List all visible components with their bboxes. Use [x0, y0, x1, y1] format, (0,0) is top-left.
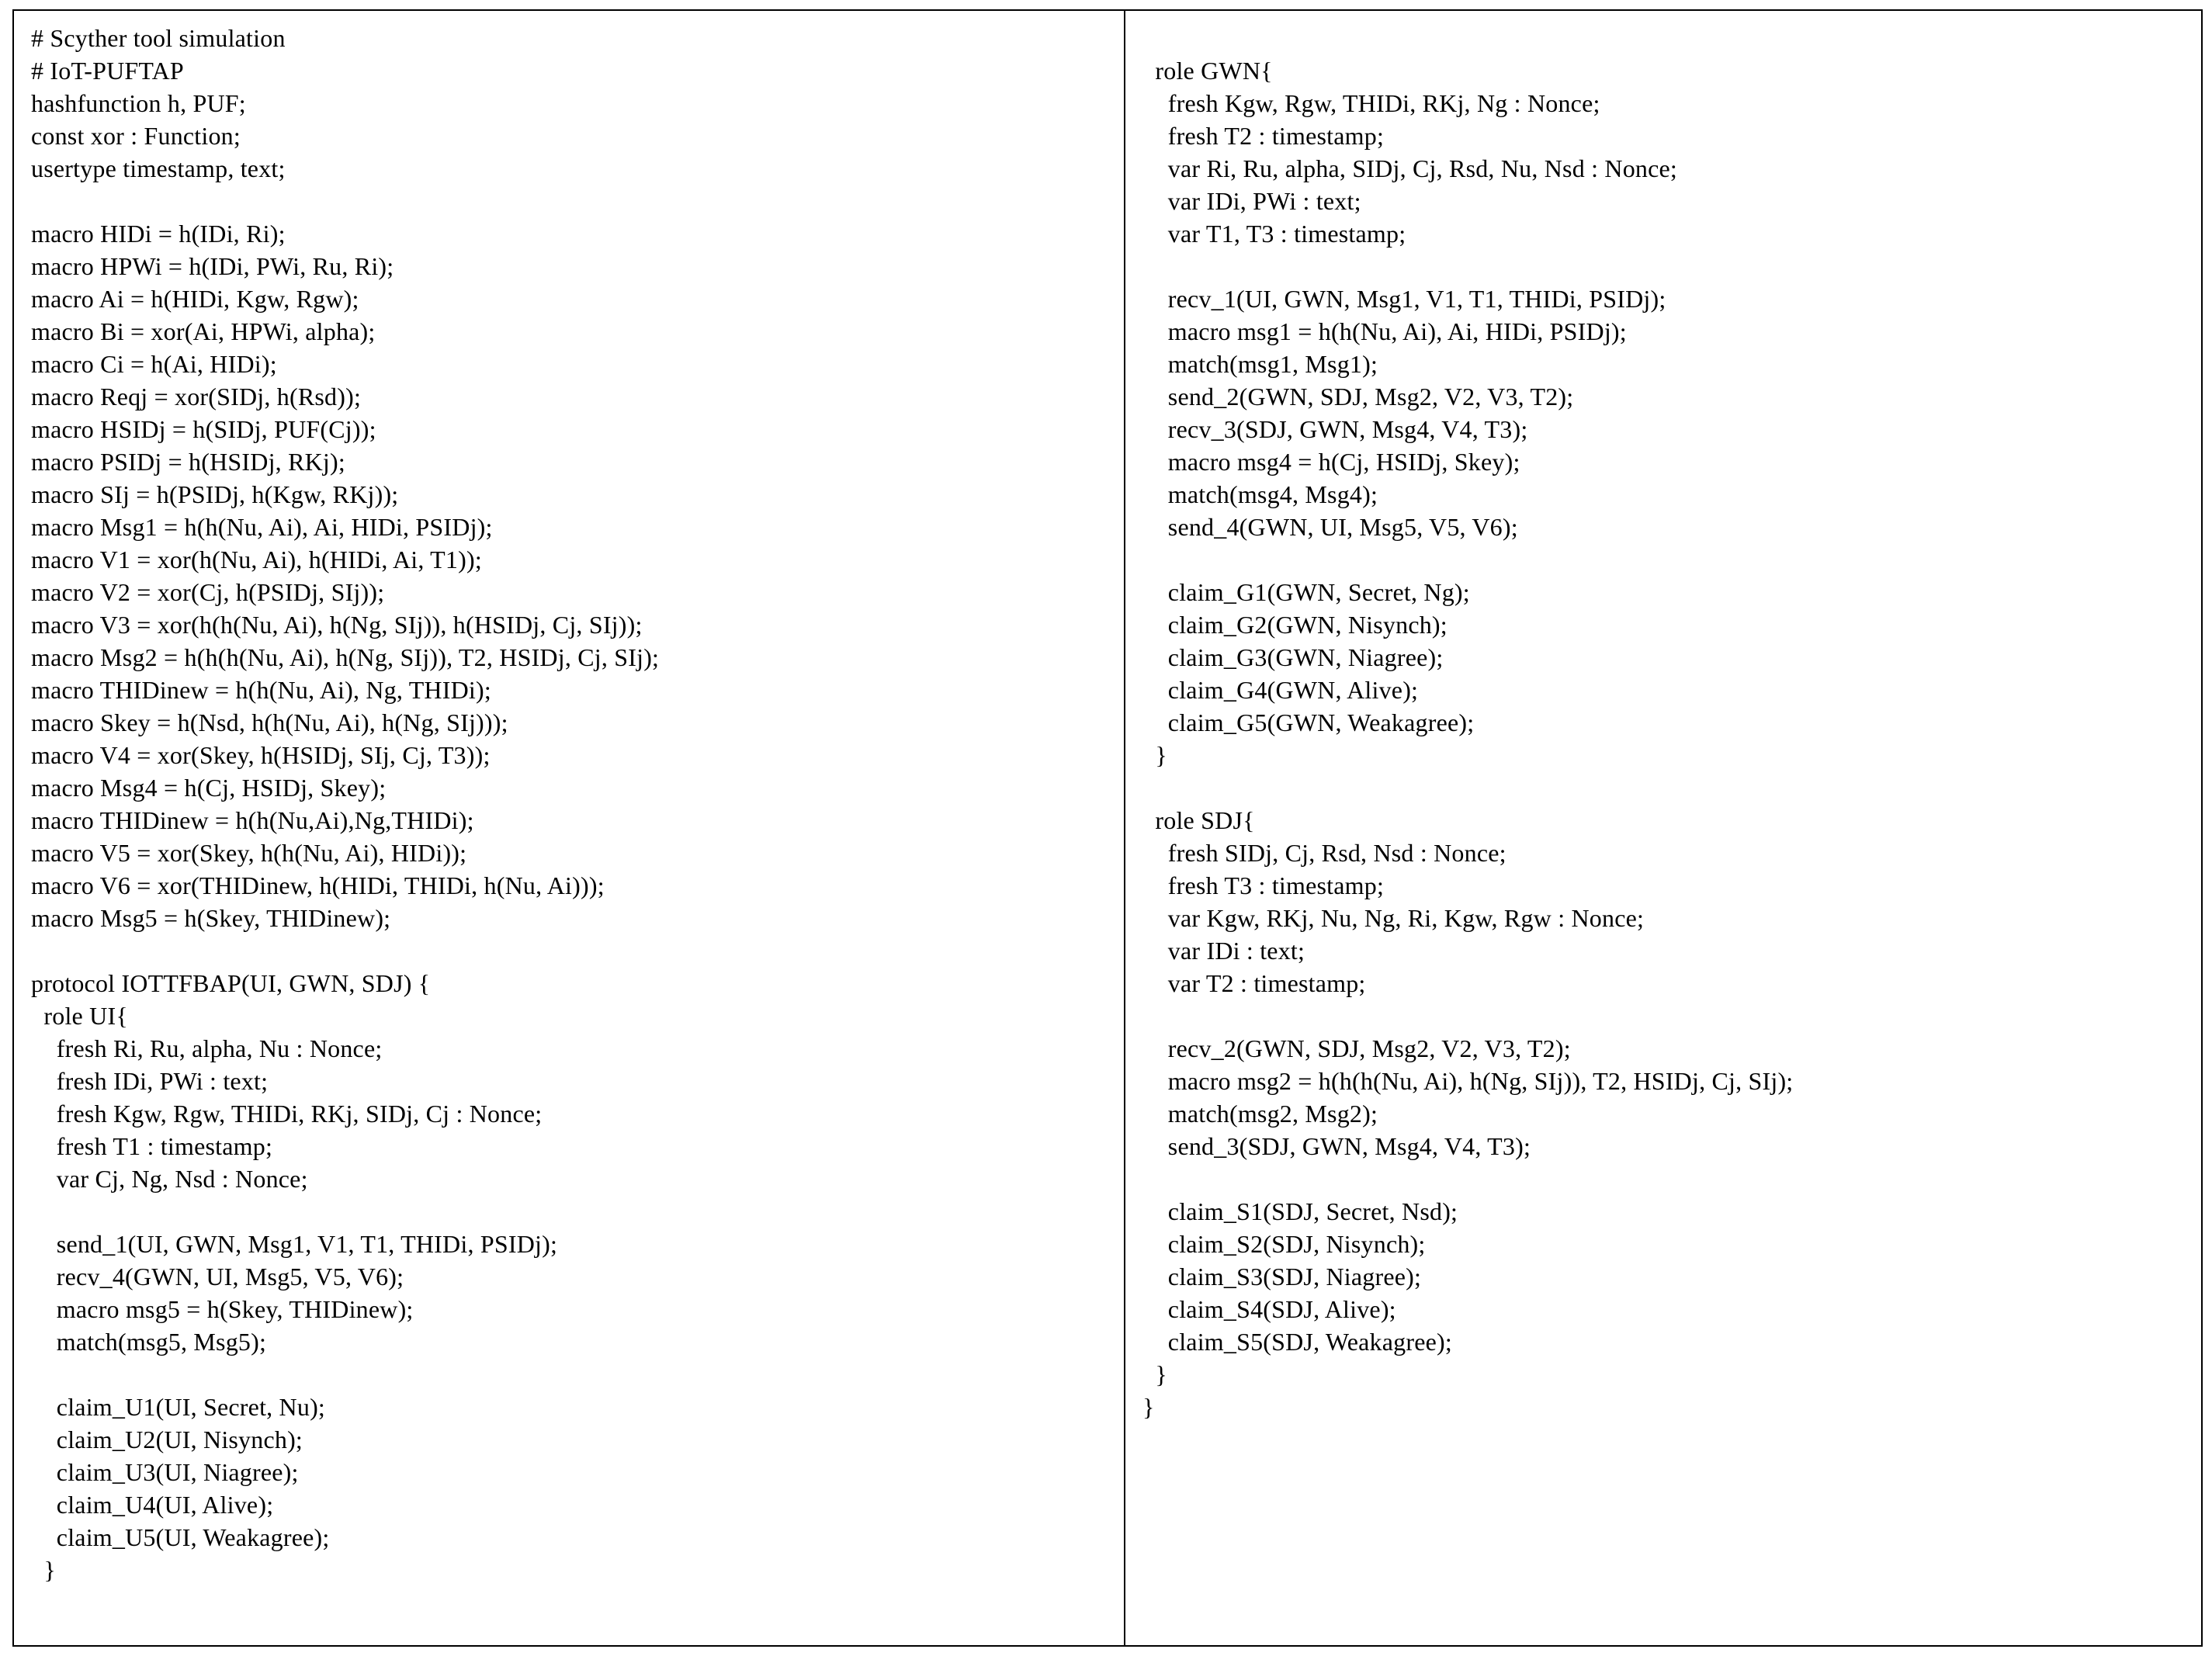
code-line [31, 1358, 659, 1391]
code-line: var IDi : text; [1142, 937, 1305, 965]
code-line: macro Msg4 = h(Cj, HSIDj, Skey); [31, 774, 387, 802]
code-line: var Cj, Ng, Nsd : Nonce; [31, 1165, 308, 1193]
code-line: macro SIj = h(PSIDj, h(Kgw, RKj)); [31, 480, 399, 508]
code-line [1142, 771, 1793, 804]
code-line: macro Ci = h(Ai, HIDi); [31, 350, 277, 378]
code-line: } [1142, 1360, 1167, 1388]
code-line: macro HSIDj = h(SIDj, PUF(Cj)); [31, 415, 376, 443]
code-line: claim_U4(UI, Alive); [31, 1491, 274, 1519]
code-line [31, 934, 659, 967]
code-line: role GWN{ [1142, 57, 1273, 85]
code-line: macro Skey = h(Nsd, h(h(Nu, Ai), h(Ng, SIj))); [31, 708, 508, 736]
code-line: send_4(GWN, UI, Msg5, V5, V6); [1142, 513, 1518, 541]
code-line: macro Msg5 = h(Skey, THIDinew); [31, 904, 391, 932]
left-code-block [31, 22, 659, 1586]
code-line: send_3(SDJ, GWN, Msg4, V4, T3); [1142, 1132, 1531, 1160]
code-line: macro HPWi = h(IDi, PWi, Ru, Ri); [31, 252, 394, 280]
code-line: send_1(UI, GWN, Msg1, V1, T1, THIDi, PSIDj); [31, 1230, 558, 1258]
code-line: } [1142, 1393, 1155, 1421]
code-line: claim_G1(GWN, Secret, Ng); [1142, 578, 1470, 606]
code-line: macro V6 = xor(THIDinew, h(HIDi, THIDi, h(Nu, Ai))); [31, 871, 605, 899]
code-line: macro HIDi = h(IDi, Ri); [31, 220, 286, 248]
code-line: claim_S3(SDJ, Niagree); [1142, 1263, 1422, 1291]
code-line: macro Ai = h(HIDi, Kgw, Rgw); [31, 285, 359, 313]
code-line: macro V4 = xor(Skey, h(HSIDj, SIj, Cj, T3)); [31, 741, 491, 769]
code-line: match(msg1, Msg1); [1142, 350, 1378, 378]
code-line: fresh Kgw, Rgw, THIDi, RKj, SIDj, Cj : Nonce; [31, 1100, 543, 1128]
left-code-column [14, 11, 1125, 1645]
code-line: recv_4(GWN, UI, Msg5, V5, V6); [31, 1263, 404, 1291]
right-code-column [1125, 11, 2201, 1645]
code-line: macro V1 = xor(h(Nu, Ai), h(HIDi, Ai, T1)); [31, 546, 482, 573]
code-line: match(msg5, Msg5); [31, 1328, 267, 1356]
code-line: fresh IDi, PWi : text; [31, 1067, 269, 1095]
code-line: macro msg4 = h(Cj, HSIDj, Skey); [1142, 448, 1520, 476]
code-line: macro PSIDj = h(HSIDj, RKj); [31, 448, 345, 476]
code-line: role SDJ{ [1142, 806, 1255, 834]
code-line: claim_G3(GWN, Niagree); [1142, 643, 1444, 671]
code-line: recv_1(UI, GWN, Msg1, V1, T1, THIDi, PSIDj); [1142, 285, 1666, 313]
code-line: # IoT-PUFTAP [31, 57, 184, 85]
code-line: claim_S5(SDJ, Weakagree); [1142, 1328, 1452, 1356]
code-line: match(msg2, Msg2); [1142, 1100, 1378, 1128]
code-line: claim_S2(SDJ, Nisynch); [1142, 1230, 1426, 1258]
code-line: } [1142, 741, 1167, 769]
code-line: macro Reqj = xor(SIDj, h(Rsd)); [31, 383, 362, 411]
code-line: claim_U1(UI, Secret, Nu); [31, 1393, 326, 1421]
code-line: } [31, 1556, 56, 1584]
code-line: var T1, T3 : timestamp; [1142, 220, 1406, 248]
right-code-block [1142, 54, 1793, 1423]
code-line: fresh T2 : timestamp; [1142, 122, 1385, 150]
code-line: fresh Ri, Ru, alpha, Nu : Nonce; [31, 1034, 383, 1062]
code-line: macro msg1 = h(h(Nu, Ai), Ai, HIDi, PSIDj); [1142, 317, 1627, 345]
code-line: claim_G5(GWN, Weakagree); [1142, 708, 1475, 736]
code-line: macro Msg2 = h(h(h(Nu, Ai), h(Ng, SIj)), T2, HSIDj, Cj, SIj); [31, 643, 660, 671]
code-line: claim_G4(GWN, Alive); [1142, 676, 1419, 704]
code-line: var Ri, Ru, alpha, SIDj, Cj, Rsd, Nu, Nsd : Nonce; [1142, 154, 1677, 182]
code-line: claim_U5(UI, Weakagree); [31, 1523, 330, 1551]
code-line: macro THIDinew = h(h(Nu,Ai),Ng,THIDi); [31, 806, 474, 834]
code-line: const xor : Function; [31, 122, 241, 150]
code-line: usertype timestamp, text; [31, 154, 286, 182]
code-line: fresh T1 : timestamp; [31, 1132, 273, 1160]
code-line: macro V5 = xor(Skey, h(h(Nu, Ai), HIDi)); [31, 839, 467, 867]
code-line: var T2 : timestamp; [1142, 969, 1366, 997]
code-line: var Kgw, RKj, Nu, Ng, Ri, Kgw, Rgw : Nonce; [1142, 904, 1645, 932]
code-line: protocol IOTTFBAP(UI, GWN, SDJ) { [31, 969, 431, 997]
code-line: claim_U3(UI, Niagree); [31, 1458, 299, 1486]
code-line: recv_2(GWN, SDJ, Msg2, V2, V3, T2); [1142, 1034, 1571, 1062]
code-line [1142, 250, 1793, 282]
code-line: var IDi, PWi : text; [1142, 187, 1361, 215]
code-line [31, 1195, 659, 1228]
code-line: claim_S4(SDJ, Alive); [1142, 1295, 1396, 1323]
code-line: fresh SIDj, Cj, Rsd, Nsd : Nonce; [1142, 839, 1506, 867]
code-line: hashfunction h, PUF; [31, 89, 246, 117]
code-line [1142, 543, 1793, 576]
code-line: macro Bi = xor(Ai, HPWi, alpha); [31, 317, 376, 345]
code-line: fresh T3 : timestamp; [1142, 871, 1385, 899]
code-line: macro Msg1 = h(h(Nu, Ai), Ai, HIDi, PSIDj); [31, 513, 493, 541]
code-line [1142, 1162, 1793, 1195]
code-line: claim_U2(UI, Nisynch); [31, 1426, 303, 1453]
code-line: recv_3(SDJ, GWN, Msg4, V4, T3); [1142, 415, 1528, 443]
code-table [12, 9, 2203, 1647]
code-line: macro msg2 = h(h(h(Nu, Ai), h(Ng, SIj)), T2, HSIDj, Cj, SIj); [1142, 1067, 1794, 1095]
code-line: macro V2 = xor(Cj, h(PSIDj, SIj)); [31, 578, 385, 606]
code-line [31, 185, 659, 217]
code-line [1142, 999, 1793, 1032]
code-line: claim_G2(GWN, Nisynch); [1142, 611, 1448, 639]
code-line: macro V3 = xor(h(h(Nu, Ai), h(Ng, SIj)), h(HSIDj, Cj, SIj)); [31, 611, 643, 639]
code-line: macro msg5 = h(Skey, THIDinew); [31, 1295, 414, 1323]
code-line: match(msg4, Msg4); [1142, 480, 1378, 508]
code-line: claim_S1(SDJ, Secret, Nsd); [1142, 1197, 1458, 1225]
code-line: fresh Kgw, Rgw, THIDi, RKj, Ng : Nonce; [1142, 89, 1600, 117]
code-line: send_2(GWN, SDJ, Msg2, V2, V3, T2); [1142, 383, 1574, 411]
code-line: role UI{ [31, 1002, 128, 1030]
code-line: # Scyther tool simulation [31, 24, 286, 52]
code-line: macro THIDinew = h(h(Nu, Ai), Ng, THIDi); [31, 676, 491, 704]
